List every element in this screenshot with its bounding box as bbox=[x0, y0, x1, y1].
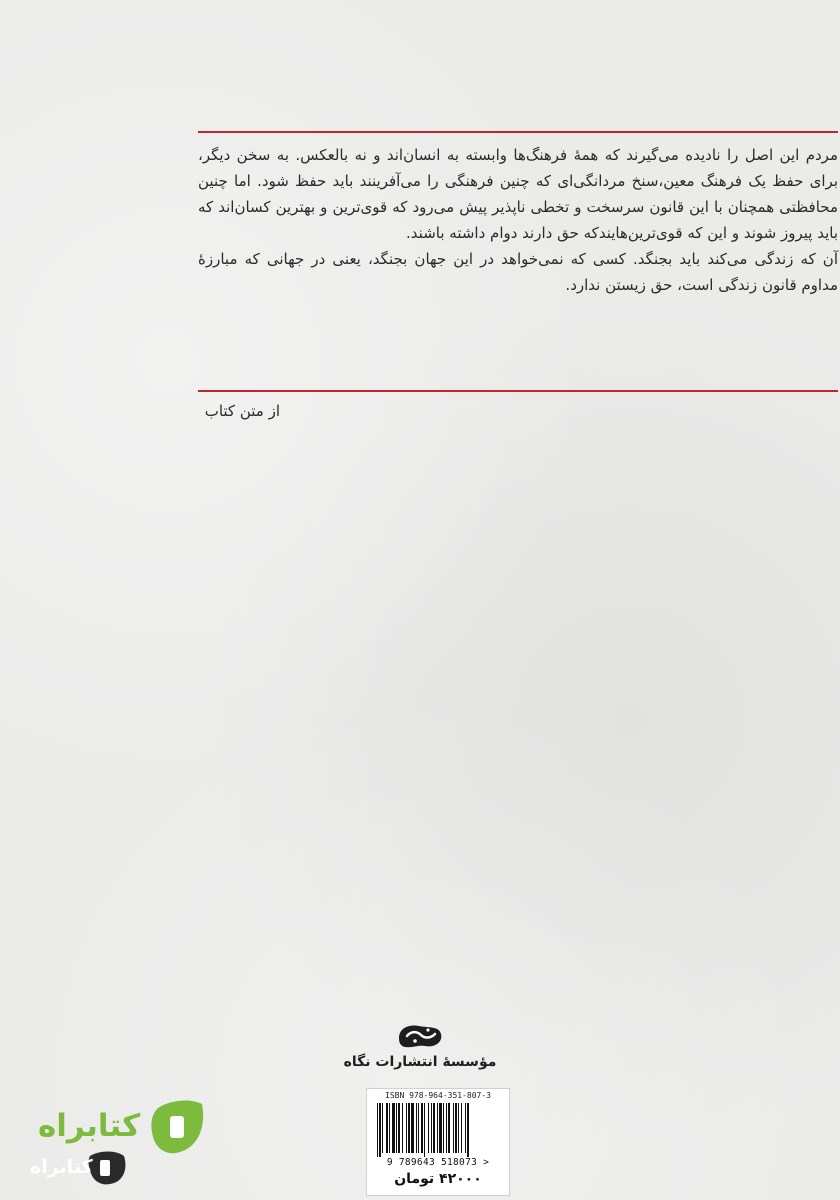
publisher-name: مؤسسهٔ انتشارات نگاه bbox=[343, 1054, 497, 1070]
barcode-bar bbox=[424, 1103, 425, 1157]
barcode-bar bbox=[455, 1103, 457, 1153]
barcode-bar bbox=[408, 1103, 410, 1153]
barcode-bar bbox=[467, 1103, 469, 1157]
back-cover-quote bbox=[198, 142, 838, 298]
barcode-bar bbox=[386, 1103, 388, 1153]
barcode-bar bbox=[443, 1103, 444, 1153]
isbn-number: ISBN 978-964-351-807-3 bbox=[385, 1091, 491, 1100]
barcode-bar bbox=[437, 1103, 438, 1153]
publisher-logo-icon bbox=[395, 1020, 445, 1052]
barcode-bar bbox=[453, 1103, 454, 1153]
barcode-digits: 9 789643 518073 > bbox=[386, 1157, 490, 1168]
barcode-bar bbox=[396, 1103, 397, 1153]
quote-source: از متن کتاب bbox=[204, 402, 280, 420]
barcode-bar bbox=[439, 1103, 442, 1153]
barcode-bar bbox=[416, 1103, 417, 1153]
watermark-text-small: کتابراه bbox=[30, 1156, 93, 1178]
barcode-bar bbox=[379, 1103, 381, 1157]
barcode-bar bbox=[402, 1103, 403, 1153]
barcode-bar bbox=[389, 1103, 390, 1153]
barcode-bar bbox=[446, 1103, 447, 1153]
barcode-bar bbox=[448, 1103, 450, 1153]
barcode-bar bbox=[433, 1103, 435, 1153]
isbn-barcode-block bbox=[366, 1088, 510, 1196]
price-label: ۴۲۰۰۰ تومان bbox=[394, 1171, 482, 1187]
bottom-red-rule bbox=[198, 390, 838, 392]
barcode-bars bbox=[375, 1103, 501, 1157]
barcode-bar bbox=[465, 1103, 466, 1153]
barcode-bar bbox=[406, 1103, 407, 1153]
watermark-text-large: کتابراه bbox=[38, 1108, 141, 1144]
barcode-bar bbox=[461, 1103, 462, 1153]
barcode-bar bbox=[392, 1103, 395, 1153]
barcode-bar bbox=[458, 1103, 459, 1153]
barcode-bar bbox=[421, 1103, 423, 1153]
top-red-rule bbox=[198, 131, 838, 133]
barcode-bar bbox=[411, 1103, 414, 1153]
barcode-bar bbox=[428, 1103, 429, 1153]
barcode-bar bbox=[382, 1103, 383, 1153]
quote-paragraph-2: آن که زندگی می‌کند باید بجنگد. کسی که نمی‌خواهد در این جهان بجنگد، یعنی در جهانی که مبارزهٔ مداوم قانون زندگی است، حق زیستن ندارد. bbox=[198, 250, 838, 294]
barcode-bar bbox=[377, 1103, 378, 1157]
barcode-bar bbox=[431, 1103, 432, 1153]
barcode-bar bbox=[418, 1103, 419, 1153]
quote-paragraph-1: مردم این اصل را نادیده می‌گیرند که همهٔ فرهنگ‌ها وابسته به انسان‌اند و نه بالعکس. به سخن دیگر، برای حفظ یک فرهنگ معین،سنخ مردانگی‌ای که چنین فرهنگی را می‌آفرینند باید حفظ شود. اما چنین محافظتی همچنان با این قانون سرسخت و تخطی ناپذیر پیش می‌رود که قوی‌ترین و بهترین کسان‌اند که باید پیروز شوند و این که قوی‌ترین‌هایندکه حق دارند دوام داشته باشند. bbox=[198, 146, 838, 242]
barcode-bar bbox=[398, 1103, 400, 1153]
